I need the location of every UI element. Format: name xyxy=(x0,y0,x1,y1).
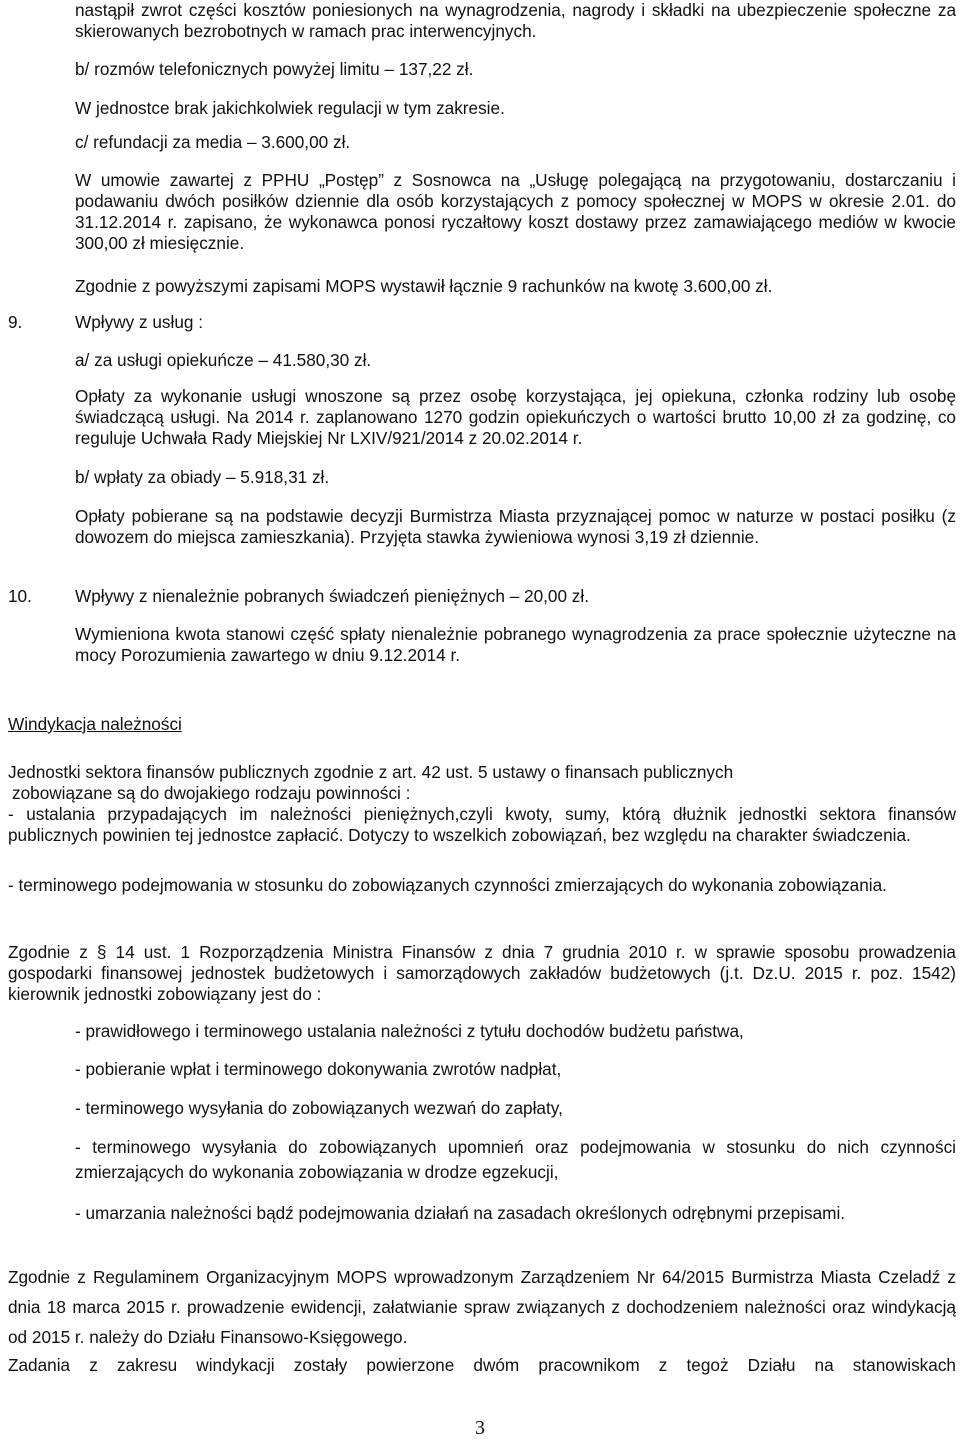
item-c-media-title: c/ refundacji za media – 3.600,00 zł. xyxy=(75,132,351,152)
section-10-number: 10. xyxy=(8,586,32,606)
duty-item: - terminowego wysyłania do zobowiązanych upomnień oraz podejmowania w stosunku do nich czynności zmierzających do wykonania zobowiązania w drodze egzekucji, xyxy=(75,1137,956,1182)
item-b-meals-title: b/ wpłaty za obiady – 5.918,31 zł. xyxy=(75,467,330,487)
item-b-meals-text: Opłaty pobierane są na podstawie decyzji Burmistrza Miasta przyznającej pomoc w naturze w postaci posiłku (z dowozem do miejsca zamieszkania). Przyjęta stawka żywieniowa wynosi 3,19 zł dziennie. xyxy=(75,506,956,547)
item-b-phone-calls-text: W jednostce brak jakichkolwiek regulacji w tym zakresie. xyxy=(75,98,505,118)
organizational-regulation-paragraph: Zgodnie z Regulaminem Organizacyjnym MOPS wprowadzonym Zarządzeniem Nr 64/2015 Burmistrza Miasta Czeladź z dnia 18 marca 2015 r. prowadzenie ewidencji, załatwianie spraw związanych z dochodzeniem należności oraz windykacją od 2015 r. należy do Działu Finansowo-Księgowego. xyxy=(8,1267,956,1347)
duty-item: - pobieranie wpłat i terminowego dokonywania zwrotów nadpłat, xyxy=(75,1059,562,1079)
section-heading-debt-collection: Windykacja należności xyxy=(8,714,182,734)
debt-collection-staff-paragraph: Zadania z zakresu windykacji zostały powierzone dwóm pracownikom z tegoż Działu na stanowiskach xyxy=(8,1355,956,1375)
item-a-care-services-title: a/ za usługi opiekuńcze – 41.580,30 zł. xyxy=(75,350,372,370)
section-10-text: Wymieniona kwota stanowi część spłaty nienależnie pobranego wynagrodzenia za prace społecznie użyteczne na mocy Porozumienia zawartego w dniu 9.12.2014 r. xyxy=(75,624,956,665)
debt-collection-intro-line-2: zobowiązane są do dwojakiego rodzaju powinności : xyxy=(12,783,411,803)
page-number: 3 xyxy=(475,1417,485,1439)
duty-item: - umarzania należności bądź podejmowania działań na zasadach określonych odrębnymi przepisami. xyxy=(75,1203,846,1223)
paragraph-refund-continuation: nastąpił zwrot części kosztów poniesionych na wynagrodzenia, nagrody i składki na ubezpieczenie społeczne za skierowanych bezrobotnych w ramach prac interwencyjnych. xyxy=(75,0,956,41)
debt-collection-obligation-2: - terminowego podejmowania w stosunku do zobowiązanych czynności zmierzających do wykonania zobowiązania. xyxy=(8,875,887,895)
item-c-media-summary: Zgodnie z powyższymi zapisami MOPS wystawił łącznie 9 rachunków na kwotę 3.600,00 zł. xyxy=(75,276,773,296)
section-10-title: Wpływy z nienależnie pobranych świadczeń pieniężnych – 20,00 zł. xyxy=(75,586,589,606)
duty-item: - terminowego wysyłania do zobowiązanych wezwań do zapłaty, xyxy=(75,1098,563,1118)
debt-collection-intro-line-1: Jednostki sektora finansów publicznych zgodnie z art. 42 ust. 5 ustawy o finansach publicznych xyxy=(8,762,734,782)
debt-collection-obligation-1: - ustalania przypadających im należności pieniężnych,czyli kwoty, sumy, którą dłużnik jednostki sektora finansów publicznych powinien tej jednostce zapłacić. Dotyczy to wszelkich zobowiązań, bez względu na charakter świadczenia. xyxy=(8,804,956,845)
regulation-paragraph: Zgodnie z § 14 ust. 1 Rozporządzenia Ministra Finansów z dnia 7 grudnia 2010 r. w sprawie sposobu prowadzenia gospodarki finansowej jednostek budżetowych i samorządowych zakładów budżetowych (j.t. Dz.U. 2015 r. poz. 1542) kierownik jednostki zobowiązany jest do : xyxy=(8,942,956,1004)
section-9-title: Wpływy z usług : xyxy=(75,312,203,332)
item-b-phone-calls-title: b/ rozmów telefonicznych powyżej limitu – 137,22 zł. xyxy=(75,59,474,79)
section-9-number: 9. xyxy=(8,312,23,332)
item-a-care-services-text: Opłaty za wykonanie usługi wnoszone są przez osobę korzystająca, jej opiekuna, członka rodziny lub osobę świadczącą usługi. Na 2014 r. zaplanowano 1270 godzin opiekuńczych o wartości brutto 10,00 zł za godzinę, co reguluje Uchwała Rady Miejskiej Nr LXIV/921/2014 z 20.02.2014 r. xyxy=(75,386,956,448)
duty-item: - prawidłowego i terminowego ustalania należności z tytułu dochodów budżetu państwa, xyxy=(75,1021,744,1041)
item-c-media-text: W umowie zawartej z PPHU „Postęp” z Sosnowca na „Usługę polegającą na przygotowaniu, dostarczaniu i podawaniu dwóch posiłków dziennie dla osób korzystających z pomocy społecznej w MOPS w okresie 2.01. do 31.12.2014 r. zapisano, że wykonawca ponosi ryczałtowy koszt dostawy przez zamawiającego mediów w kwocie 300,00 zł miesięcznie. xyxy=(75,170,956,253)
